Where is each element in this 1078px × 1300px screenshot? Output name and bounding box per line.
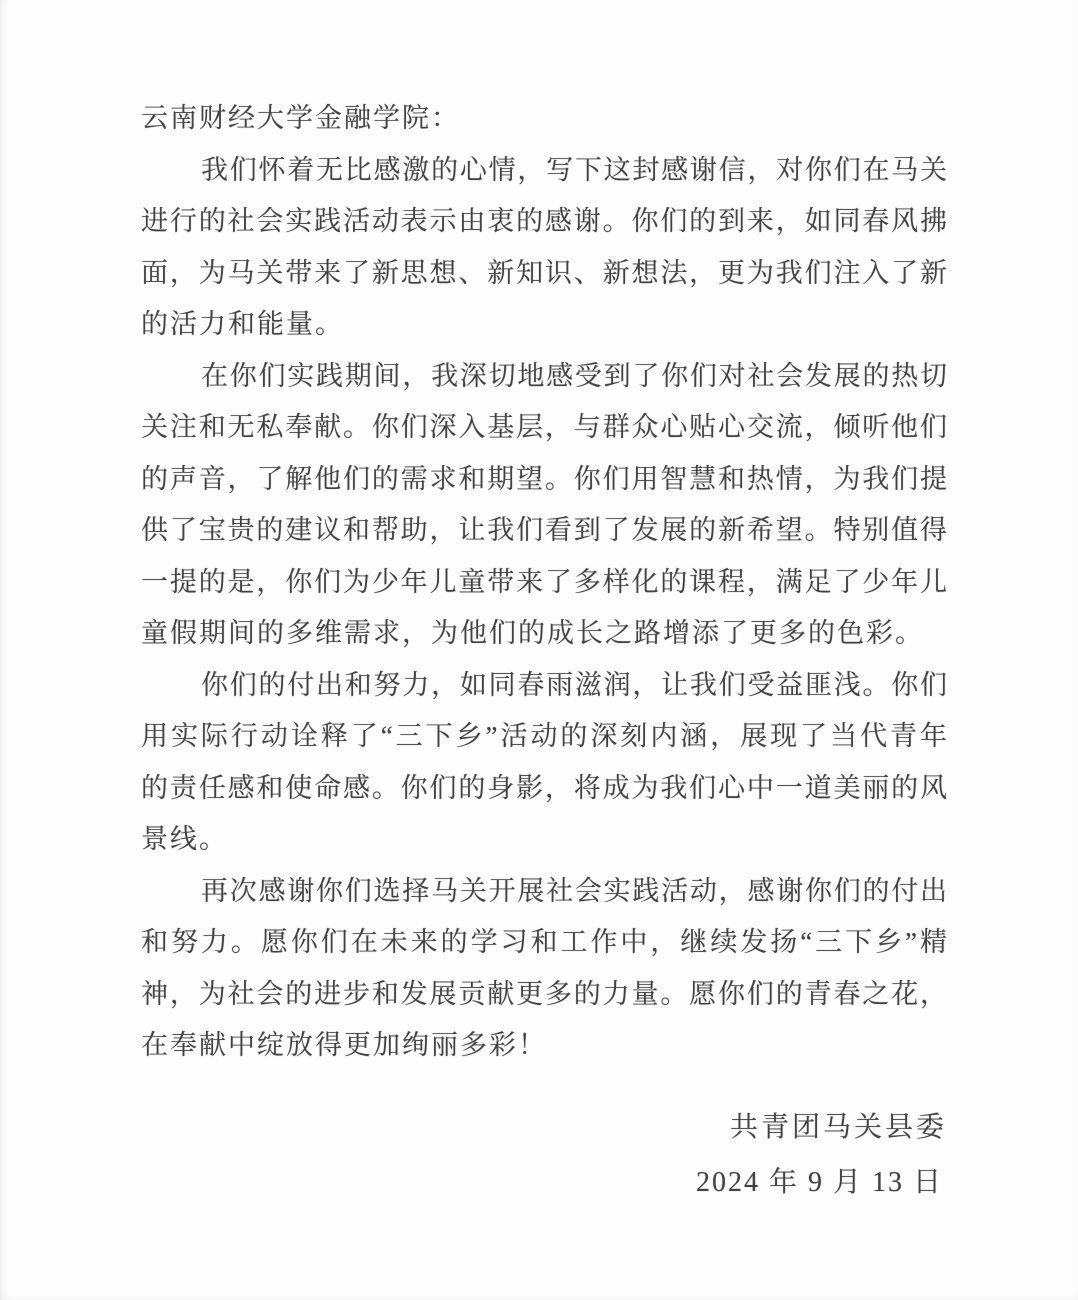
letter-signature: 共青团马关县委 bbox=[729, 1112, 947, 1143]
letter-line: 在奉献中绽放得更加绚丽多彩！ bbox=[141, 1030, 547, 1060]
letter-line: 的声音，了解他们的需求和期望。你们用智慧和热情，为我们提 bbox=[141, 463, 947, 494]
letter-line: 用实际行动诠释了“三下乡”活动的深刻内涵，展现了当代青年 bbox=[141, 721, 947, 751]
letter-line: 的责任感和使命感。你们的身影，将成为我们心中一道美丽的风 bbox=[141, 772, 947, 803]
letter-salutation: 云南财经大学金融学院： bbox=[141, 103, 460, 133]
letter-line: 进行的社会实践活动表示由衷的感谢。你们的到来，如同春风拂 bbox=[141, 206, 947, 236]
letter-paragraph bbox=[141, 866, 947, 1072]
letter-line: 神，为社会的进步和发展贡献更多的力量。愿你们的青春之花， bbox=[141, 978, 947, 1009]
letter-line: 再次感谢你们选择马关开展社会实践活动，感谢你们的付出 bbox=[201, 875, 947, 906]
letter-line: 在你们实践期间，我深切地感受到了你们对社会发展的热切 bbox=[201, 360, 947, 391]
letter-body bbox=[141, 93, 947, 1072]
letter-paragraph bbox=[141, 351, 947, 660]
letter-line: 和努力。愿你们在未来的学习和工作中，继续发扬“三下乡”精 bbox=[141, 927, 947, 957]
letter-line: 童假期间的多维需求，为他们的成长之路增添了更多的色彩。 bbox=[141, 618, 924, 648]
letter-line: 关注和无私奉献。你们深入基层，与群众心贴心交流，倾听他们 bbox=[141, 412, 947, 442]
letter-closing bbox=[141, 1100, 947, 1210]
letter-line: 你们的付出和努力，如同春雨滋润，让我们受益匪浅。你们 bbox=[201, 669, 947, 700]
letter-line: 的活力和能量。 bbox=[141, 309, 344, 339]
letter-paragraph bbox=[141, 660, 947, 866]
letter-line: 面，为马关带来了新思想、新知识、新想法，更为我们注入了新 bbox=[141, 257, 947, 288]
letter-date: 2024 年 9 月 13 日 bbox=[695, 1167, 943, 1198]
letter-line: 景线。 bbox=[141, 824, 228, 854]
letter-line: 一提的是，你们为少年儿童带来了多样化的课程，满足了少年儿 bbox=[141, 566, 947, 597]
letter-paragraph bbox=[141, 145, 947, 351]
letter-line: 我们怀着无比感激的心情，写下这封感谢信，对你们在马关 bbox=[201, 154, 947, 185]
letter-line: 供了宝贵的建议和帮助，让我们看到了发展的新希望。特别值得 bbox=[141, 515, 947, 545]
